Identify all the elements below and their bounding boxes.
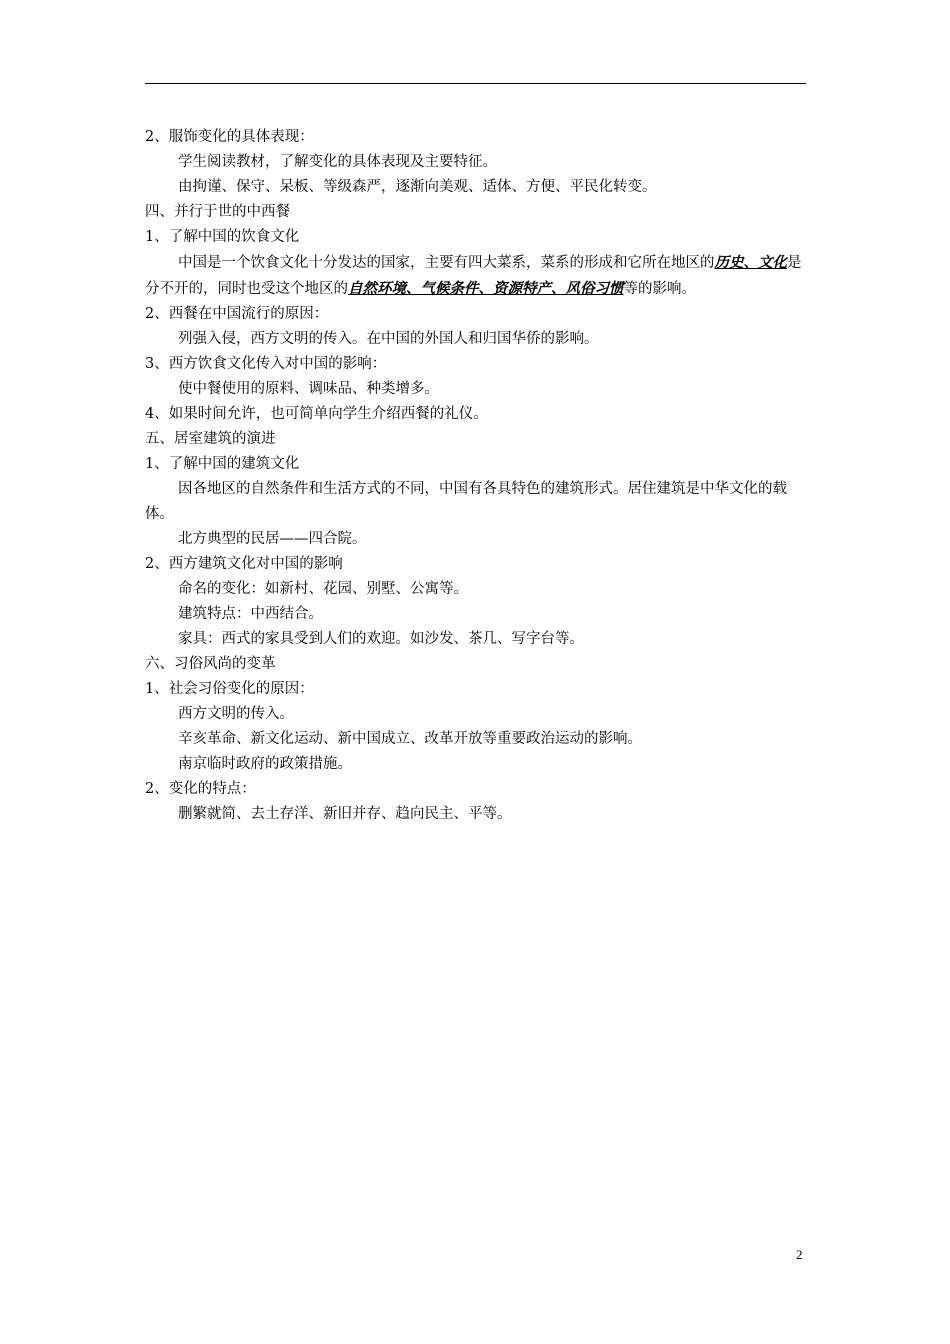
header-rule bbox=[145, 83, 806, 84]
section-heading-6: 六、习俗风尚的变革 bbox=[145, 656, 276, 672]
subheading: 1、了解中国的建筑文化 bbox=[145, 456, 300, 472]
subheading: 3、西方饮食文化传入对中国的影响： bbox=[145, 356, 387, 372]
subheading: 2、西餐在中国流行的原因： bbox=[145, 306, 329, 322]
subheading: 2、变化的特点： bbox=[145, 781, 256, 797]
paragraph-architecture: 因各地区的自然条件和生活方式的不同，中国有各具特色的建筑形式。居住建筑是中华文化的载体。 bbox=[145, 481, 787, 522]
text-run: 是分不开的，同时也受这个地区的 bbox=[145, 255, 802, 297]
subheading: 4、如果时间允许，也可简单向学生介绍西餐的礼仪。 bbox=[145, 406, 488, 422]
subheading: 2、西方建筑文化对中国的影响 bbox=[145, 556, 343, 572]
paragraph: 家具：西式的家具受到人们的欢迎。如沙发、茶几、写字台等。 bbox=[178, 631, 584, 647]
text-run: 中国是一个饮食文化十分发达的国家，主要有四大菜系，菜系的形成和它所在地区的 bbox=[178, 255, 715, 271]
subheading: 1、社会习俗变化的原因： bbox=[145, 681, 314, 697]
document-body bbox=[145, 125, 806, 827]
paragraph: 列强入侵，西方文明的传入。在中国的外国人和归国华侨的影响。 bbox=[178, 331, 599, 347]
paragraph: 建筑特点：中西结合。 bbox=[178, 606, 323, 622]
section-heading-4: 四、并行于世的中西餐 bbox=[145, 204, 290, 220]
paragraph: 由拘谨、保守、呆板、等级森严，逐渐向美观、适体、方便、平民化转变。 bbox=[178, 179, 657, 195]
text-run: 等的影响。 bbox=[623, 281, 696, 297]
paragraph: 南京临时政府的政策措施。 bbox=[178, 756, 352, 772]
paragraph: 辛亥革命、新文化运动、新中国成立、改革开放等重要政治运动的影响。 bbox=[178, 731, 642, 747]
emphasis-environment: 自然环境、气候条件、资源特产、风俗习惯 bbox=[348, 280, 624, 297]
paragraph: 删繁就简、去土存洋、新旧并存、趋向民主、平等。 bbox=[178, 806, 512, 822]
paragraph: 命名的变化：如新村、花园、别墅、公寓等。 bbox=[178, 581, 468, 597]
emphasis-history-culture: 历史、文化 bbox=[714, 254, 787, 271]
paragraph: 使中餐使用的原料、调味品、种类增多。 bbox=[178, 381, 439, 397]
paragraph-food-culture bbox=[145, 250, 806, 302]
paragraph: 西方文明的传入。 bbox=[178, 706, 294, 722]
subheading: 1、了解中国的饮食文化 bbox=[145, 229, 300, 245]
paragraph: 学生阅读教材，了解变化的具体表现及主要特征。 bbox=[178, 154, 497, 170]
page-number: 2 bbox=[796, 1247, 803, 1262]
section-heading-5: 五、居室建筑的演进 bbox=[145, 431, 276, 447]
paragraph: 北方典型的民居——四合院。 bbox=[178, 531, 367, 547]
heading-clothing-manifestation: 2、服饰变化的具体表现： bbox=[145, 129, 314, 145]
